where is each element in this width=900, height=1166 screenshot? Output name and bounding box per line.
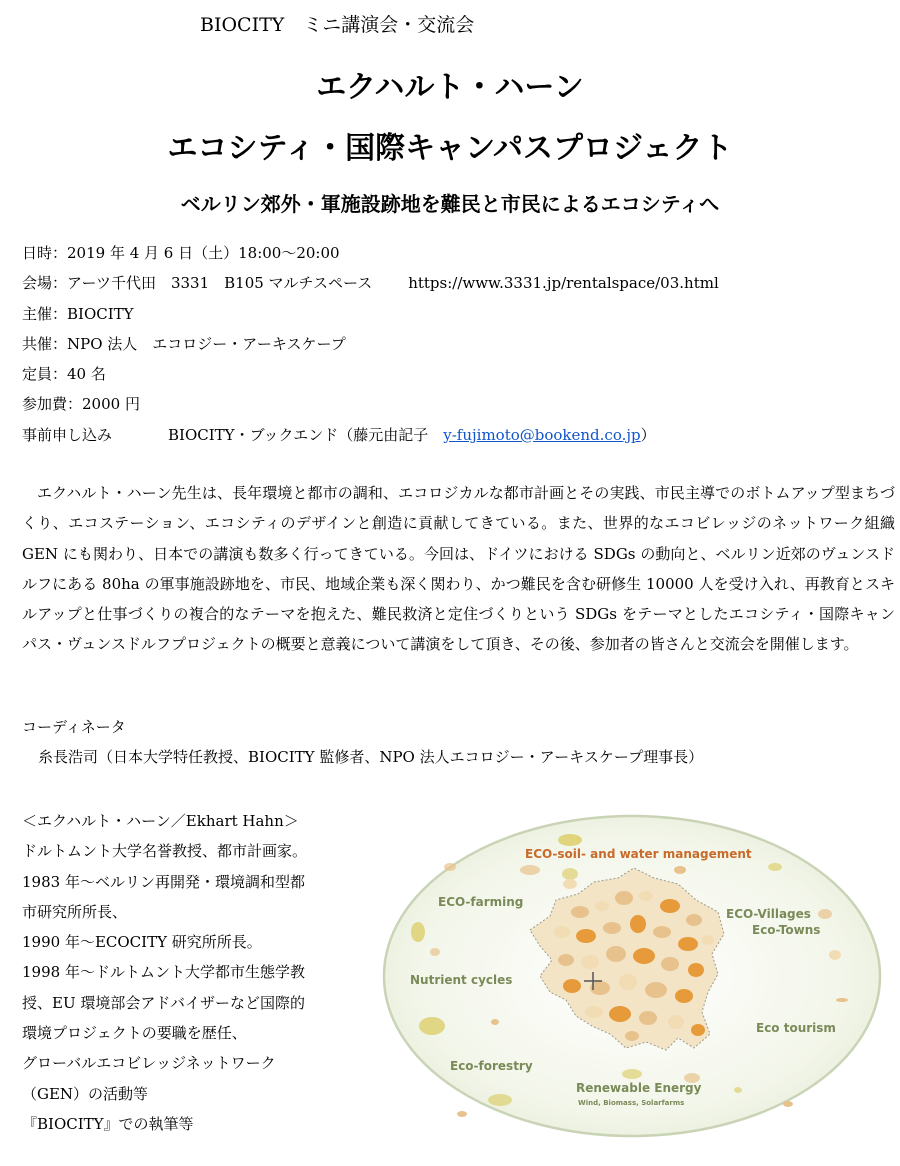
blob bbox=[603, 922, 621, 934]
label-eco-forestry: Eco-forestry bbox=[450, 1059, 533, 1073]
blob bbox=[558, 834, 582, 846]
venue-text: 会場：アーツ千代田 3331 B105 マルチスペース bbox=[22, 274, 373, 293]
blob bbox=[639, 1011, 657, 1025]
profile-line: 『BIOCITY』での執筆等 bbox=[22, 1114, 194, 1133]
blob bbox=[675, 989, 693, 1003]
venue-url-link[interactable]: https://www.3331.jp/rentalspace/03.html bbox=[408, 274, 719, 293]
event-details bbox=[22, 238, 719, 450]
profile-line: 市研究所所長、 bbox=[22, 902, 128, 921]
blob bbox=[619, 974, 637, 990]
blob bbox=[606, 946, 626, 962]
venue-row bbox=[22, 268, 719, 298]
profile-line: 1990 年～ECOCITY 研究所所長。 bbox=[22, 933, 262, 952]
registration-row bbox=[22, 420, 719, 450]
blob bbox=[668, 1015, 684, 1029]
blob bbox=[563, 979, 581, 993]
date-row: 日時：2019 年 4 月 6 日（土）18:00～20:00 bbox=[22, 244, 340, 262]
blob bbox=[783, 1101, 793, 1107]
blob bbox=[691, 1024, 705, 1036]
blob bbox=[419, 1017, 445, 1035]
blob bbox=[488, 1094, 512, 1106]
profile-line: 1998 年～ドルトムント大学都市生態学教 bbox=[22, 963, 305, 982]
blob bbox=[768, 863, 782, 871]
blob bbox=[609, 1006, 631, 1022]
blob bbox=[571, 906, 589, 918]
profile-line: （GEN）の活動等 bbox=[22, 1084, 149, 1103]
profile-line: 授、EU 環境部会アドバイザーなど国際的 bbox=[22, 993, 306, 1012]
profile-line: ドルトムント大学名誉教授、都市計画家。 bbox=[22, 842, 308, 861]
registration-close: ） bbox=[640, 425, 656, 444]
profile-line: グローバルエコビレッジネットワーク bbox=[22, 1054, 276, 1073]
blob bbox=[702, 935, 714, 945]
blob bbox=[686, 914, 702, 926]
coordinator-name: 糸長浩司（日本大学特任教授、BIOCITY 監修者、NPO 法人エコロジー・アーキスケープ理事長） bbox=[38, 748, 704, 766]
blob bbox=[653, 926, 671, 938]
blob bbox=[829, 950, 841, 960]
blob bbox=[661, 957, 679, 971]
blob bbox=[660, 899, 680, 913]
project-title: エコシティ・国際キャンパスプロジェクト bbox=[167, 131, 733, 166]
registration-email-link[interactable]: y-fujimoto@bookend.co.jp bbox=[443, 425, 641, 444]
label-renewable-energy-sub: Wind, Biomass, Solarfarms bbox=[578, 1099, 685, 1107]
blob bbox=[444, 863, 456, 871]
blob bbox=[836, 998, 848, 1002]
blob bbox=[576, 929, 596, 943]
blob bbox=[562, 868, 578, 880]
blob bbox=[630, 915, 646, 933]
blob bbox=[625, 1031, 639, 1041]
blob bbox=[622, 1069, 642, 1079]
coordinator-label: コーディネータ bbox=[22, 718, 126, 736]
blob bbox=[688, 963, 704, 977]
subtitle: ベルリン郊外・軍施設跡地を難民と市民によるエコシティへ bbox=[180, 192, 720, 216]
blob bbox=[520, 865, 540, 875]
co-organizer-row: 共催：NPO 法人 エコロジー・アーキスケープ bbox=[22, 334, 346, 353]
blob bbox=[639, 891, 653, 901]
blob bbox=[581, 955, 599, 969]
organizer-row: 主催：BIOCITY bbox=[22, 304, 134, 323]
capacity-row: 定員：40 名 bbox=[22, 365, 106, 384]
speaker-profile bbox=[22, 806, 354, 1139]
blob bbox=[645, 982, 667, 998]
registration-contact: BIOCITY・ブックエンド（藤元由記子 bbox=[168, 425, 429, 444]
fee-row: 参加費：2000 円 bbox=[22, 395, 140, 414]
label-eco-villages: ECO-Villages bbox=[726, 907, 811, 921]
ecocity-diagram bbox=[380, 812, 885, 1142]
label-soil-water: ECO-soil- and water management bbox=[525, 847, 752, 861]
blob bbox=[818, 909, 832, 919]
blob bbox=[615, 891, 633, 905]
label-eco-towns: Eco-Towns bbox=[752, 923, 821, 937]
blob bbox=[430, 948, 440, 956]
description-paragraph: エクハルト・ハーン先生は、長年環境と都市の調和、エコロジカルな都市計画とその実践、市民主導でのボトムアップ型まちづくり、エコステーション、エコシティのデザインと創造に貢献してきている。また、世界的なエコビレッジのネットワーク組織 GEN にも関わり、日本での講演も数多く行ってきている。今回は、ドイツにおける SDGs の動向と、ベルリン近郊のヴュンスドルフにある 80ha の軍事施設跡地を、市民、地域企業も深く関わり、かつ難民を含む研修生 10000 人を受け入れ、再教育とスキルアップと仕事づくりの複合的なテーマを抱えた、難民救済と定住づくりという SDGs をテーマとしたエコシティ・国際キャンパス・ヴュンスドルフプロジェクトの概要と意義について講演をして頂き、その後、参加者の皆さんと交流会を開催します。 bbox=[22, 484, 895, 654]
blob bbox=[633, 948, 655, 964]
label-nutrient-cycles: Nutrient cycles bbox=[410, 973, 513, 987]
blob bbox=[674, 866, 686, 874]
event-series-header: BIOCITY ミニ講演会・交流会 bbox=[200, 14, 475, 36]
speaker-title: エクハルト・ハーン bbox=[316, 70, 584, 105]
profile-heading: ＜エクハルト・ハーン／Ekhart Hahn＞ bbox=[22, 812, 299, 830]
blob bbox=[585, 1006, 603, 1018]
profile-line: 1983 年～ベルリン再開発・環境調和型都 bbox=[22, 872, 305, 891]
blob bbox=[457, 1111, 467, 1117]
blob bbox=[563, 879, 577, 889]
blob bbox=[554, 926, 570, 938]
blob bbox=[678, 937, 698, 951]
profile-line: 環境プロジェクトの要職を歴任、 bbox=[22, 1024, 247, 1043]
label-eco-tourism: Eco tourism bbox=[756, 1021, 836, 1035]
blob bbox=[411, 922, 425, 942]
blob bbox=[734, 1087, 742, 1093]
registration-label: 事前申し込み bbox=[22, 425, 113, 444]
blob bbox=[491, 1019, 499, 1025]
label-eco-farming: ECO-farming bbox=[438, 895, 524, 909]
blob bbox=[558, 954, 574, 966]
label-renewable-energy: Renewable Energy bbox=[576, 1081, 702, 1095]
blob bbox=[595, 901, 609, 911]
